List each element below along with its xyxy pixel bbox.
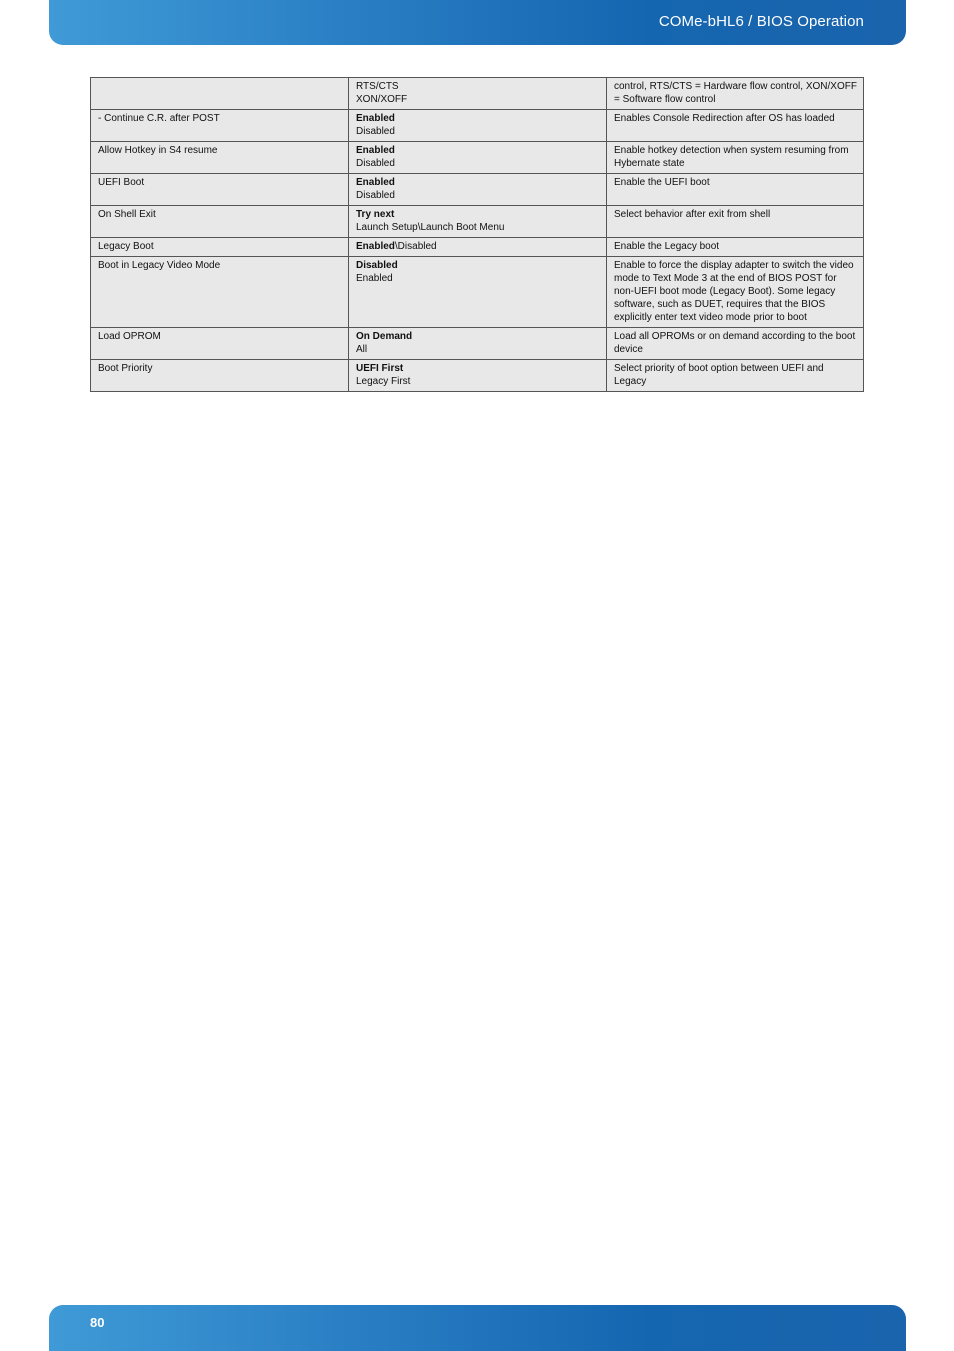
default-value: UEFI First [356, 363, 404, 374]
setting-values [349, 360, 607, 392]
setting-description: Select priority of boot option between UEFI and Legacy [607, 360, 864, 392]
table-row [91, 110, 864, 142]
setting-name: Boot in Legacy Video Mode [91, 257, 349, 328]
default-value: On Demand [356, 331, 413, 342]
setting-name: UEFI Boot [91, 174, 349, 206]
value-option: XON/XOFF [356, 94, 408, 105]
setting-values [349, 174, 607, 206]
value-option: Disabled [356, 190, 395, 201]
setting-values [349, 78, 607, 110]
setting-values [349, 206, 607, 238]
setting-name: - Continue C.R. after POST [91, 110, 349, 142]
default-value: Enabled [356, 177, 395, 188]
value-option: RTS/CTS [356, 81, 399, 92]
value-option: \Disabled [394, 241, 437, 252]
setting-description: Load all OPROMs or on demand according to the boot device [607, 328, 864, 360]
setting-name: Load OPROM [91, 328, 349, 360]
setting-values [349, 110, 607, 142]
header-banner [49, 0, 906, 45]
value-option: Disabled [356, 126, 395, 137]
value-option: Enabled [356, 273, 393, 284]
setting-description: Enables Console Redirection after OS has loaded [607, 110, 864, 142]
value-option: Disabled [356, 158, 395, 169]
default-value: Enabled [356, 145, 395, 156]
setting-name: Allow Hotkey in S4 resume [91, 142, 349, 174]
setting-description: Enable hotkey detection when system resuming from Hybernate state [607, 142, 864, 174]
setting-description: Enable the Legacy boot [607, 238, 864, 257]
setting-values [349, 142, 607, 174]
setting-name: On Shell Exit [91, 206, 349, 238]
table-row [91, 257, 864, 328]
setting-values [349, 328, 607, 360]
setting-description: Enable the UEFI boot [607, 174, 864, 206]
table-row [91, 78, 864, 110]
default-value: Enabled [356, 241, 395, 252]
default-value: Enabled [356, 113, 395, 124]
setting-values [349, 238, 607, 257]
setting-description: Select behavior after exit from shell [607, 206, 864, 238]
value-option: All [356, 344, 368, 355]
setting-name: Legacy Boot [91, 238, 349, 257]
table-row [91, 142, 864, 174]
default-value: Try next [356, 209, 395, 220]
bios-settings-table [90, 77, 864, 392]
setting-name [91, 78, 349, 110]
table-row [91, 328, 864, 360]
page-number: 80 [90, 1315, 105, 1330]
footer-banner [49, 1305, 906, 1351]
table-row [91, 238, 864, 257]
table-row [91, 174, 864, 206]
setting-description: control, RTS/CTS = Hardware flow control, XON/XOFF = Software flow control [607, 78, 864, 110]
value-option: Launch Setup\Launch Boot Menu [356, 222, 505, 233]
setting-name: Boot Priority [91, 360, 349, 392]
setting-values [349, 257, 607, 328]
value-option: Legacy First [356, 376, 411, 387]
setting-description: Enable to force the display adapter to switch the video mode to Text Mode 3 at the end of BIOS POST for non-UEFI boot mode (Legacy Boot). Some legacy software, such as DUET, requires that the BIOS explicitly enter text video mode prior to boot [607, 257, 864, 328]
table-row [91, 206, 864, 238]
table-row [91, 360, 864, 392]
default-value: Disabled [356, 260, 398, 271]
document-title: COMe-bHL6 / BIOS Operation [658, 13, 864, 30]
